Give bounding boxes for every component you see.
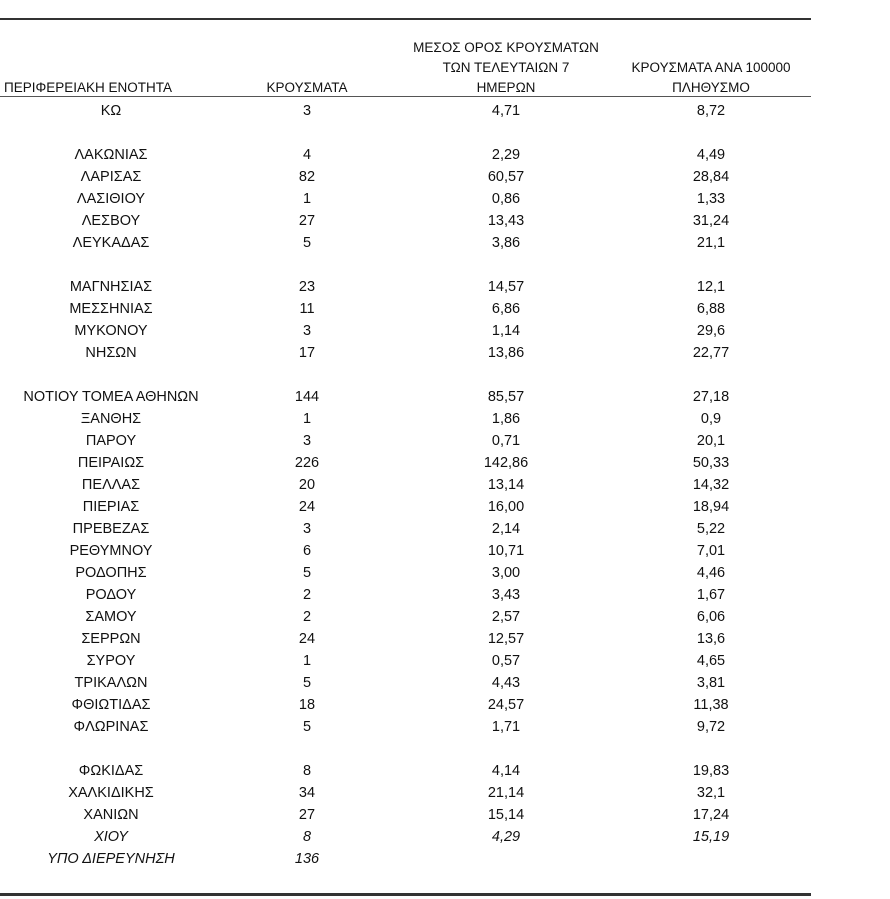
table-row (0, 145, 811, 165)
cell-region: ΛΕΣΒΟΥ (81, 213, 141, 229)
cell-cases: 24 (298, 631, 316, 647)
cell-region: ΡΟΔΟΥ (85, 587, 137, 603)
cell-region: ΜΑΓΝΗΣΙΑΣ (69, 279, 153, 295)
cell-region: ΦΩΚΙΔΑΣ (78, 763, 144, 779)
header-per-line-1: ΚΡΟΥΣΜΑΤΑ ΑΝΑ 100000 (631, 60, 791, 75)
header-rule (0, 96, 811, 97)
cell-region: ΛΕΥΚΑΔΑΣ (72, 235, 150, 251)
header-cases: ΚΡΟΥΣΜΑΤΑ (266, 80, 348, 95)
cell-region: ΧΑΛΚΙΔΙΚΗΣ (68, 785, 154, 801)
cell-cases: 11 (299, 301, 315, 317)
cell-avg-7-days: 1,14 (491, 323, 521, 339)
cell-region: ΜΕΣΣΗΝΙΑΣ (69, 301, 153, 317)
table-row (0, 101, 811, 121)
cell-per-100k: 13,6 (696, 631, 726, 647)
table-row (0, 233, 811, 253)
cell-region: ΡΟΔΟΠΗΣ (75, 565, 147, 581)
table-row (0, 299, 811, 319)
cell-region: ΞΑΝΘΗΣ (80, 411, 142, 427)
table-row (0, 695, 811, 715)
cell-per-100k: 18,94 (692, 499, 730, 515)
header-per-line-2: ΠΛΗΘΥΣΜΟ (672, 80, 750, 95)
cell-per-100k: 28,84 (692, 169, 730, 185)
cell-per-100k: 21,1 (696, 235, 726, 251)
cell-avg-7-days: 0,86 (491, 191, 521, 207)
cell-cases: 3 (302, 521, 312, 537)
table-row (0, 167, 811, 187)
cell-per-100k: 8,72 (696, 103, 726, 119)
cell-per-100k: 19,83 (692, 763, 730, 779)
cell-avg-7-days: 10,71 (487, 543, 525, 559)
cell-cases: 2 (302, 587, 312, 603)
cell-cases: 17 (298, 345, 316, 361)
cell-cases: 1 (302, 653, 312, 669)
table-row (0, 277, 811, 297)
cell-region: ΠΙΕΡΙΑΣ (82, 499, 140, 515)
table-row (0, 673, 811, 693)
cell-cases: 144 (294, 389, 320, 405)
table-top-rule (0, 18, 811, 20)
cell-avg-7-days: 85,57 (487, 389, 525, 405)
cell-region: ΥΠΟ ΔΙΕΡΕΥΝΗΣΗ (47, 851, 175, 867)
cell-avg-7-days: 12,57 (487, 631, 525, 647)
cell-per-100k: 11,38 (693, 697, 729, 713)
table-row (0, 431, 811, 451)
cell-region: ΚΩ (100, 103, 122, 119)
table-row (0, 805, 811, 825)
cell-avg-7-days: 14,57 (487, 279, 525, 295)
cell-cases: 3 (302, 103, 312, 119)
cell-per-100k: 12,1 (696, 279, 726, 295)
header-avg-line-1: ΜΕΣΟΣ ΟΡΟΣ ΚΡΟΥΣΜΑΤΩΝ (413, 40, 599, 55)
cell-region: ΤΡΙΚΑΛΩΝ (74, 675, 148, 691)
cell-per-100k: 3,81 (696, 675, 726, 691)
cell-avg-7-days: 2,57 (491, 609, 521, 625)
table-row (0, 629, 811, 649)
cell-avg-7-days: 3,86 (491, 235, 521, 251)
table-row (0, 321, 811, 341)
cell-cases: 82 (298, 169, 316, 185)
cell-per-100k: 1,33 (696, 191, 726, 207)
cell-region: ΠΕΛΛΑΣ (81, 477, 141, 493)
cell-per-100k: 4,65 (696, 653, 726, 669)
cell-region: ΣΑΜΟΥ (85, 609, 137, 625)
cell-cases: 5 (302, 719, 312, 735)
cell-region: ΡΕΘΥΜΝΟΥ (69, 543, 153, 559)
cell-region: ΝΟΤΙΟΥ ΤΟΜΕΑ ΑΘΗΝΩΝ (23, 389, 199, 405)
table-row (0, 409, 811, 429)
table-row (0, 519, 811, 539)
cell-avg-7-days: 3,00 (491, 565, 521, 581)
cell-per-100k: 17,24 (692, 807, 730, 823)
cell-cases: 5 (302, 565, 312, 581)
cell-avg-7-days: 4,29 (491, 829, 521, 845)
cell-avg-7-days: 13,14 (487, 477, 525, 493)
table-row (0, 453, 811, 473)
cell-cases: 27 (298, 213, 316, 229)
cell-per-100k: 1,67 (696, 587, 726, 603)
cell-region: ΦΘΙΩΤΙΔΑΣ (71, 697, 151, 713)
header-avg-line-3: ΗΜΕΡΩΝ (476, 80, 536, 95)
cell-region: ΦΛΩΡΙΝΑΣ (73, 719, 149, 735)
cell-cases: 2 (302, 609, 312, 625)
cell-per-100k: 6,06 (696, 609, 726, 625)
cell-per-100k: 4,46 (696, 565, 726, 581)
table-row (0, 651, 811, 671)
cell-cases: 24 (298, 499, 316, 515)
cell-region: ΛΑΣΙΘΙΟΥ (76, 191, 146, 207)
header-avg-line-2: ΤΩΝ ΤΕΛΕΥΤΑΙΩΝ 7 (442, 60, 570, 75)
cell-cases: 4 (302, 147, 312, 163)
cell-cases: 34 (298, 785, 316, 801)
cell-region: ΠΕΙΡΑΙΩΣ (77, 455, 145, 471)
cell-avg-7-days: 4,71 (491, 103, 521, 119)
cell-avg-7-days: 4,43 (491, 675, 521, 691)
cell-avg-7-days: 16,00 (487, 499, 525, 515)
cell-avg-7-days: 142,86 (483, 455, 529, 471)
cell-region: ΧΑΝΙΩΝ (83, 807, 139, 823)
cell-region: ΣΥΡΟΥ (86, 653, 136, 669)
cell-per-100k: 15,19 (692, 829, 730, 845)
cell-per-100k: 32,1 (696, 785, 726, 801)
cell-avg-7-days: 13,86 (487, 345, 525, 361)
cell-region: ΠΡΕΒΕΖΑΣ (72, 521, 150, 537)
table-row (0, 761, 811, 781)
cell-region: ΝΗΣΩΝ (85, 345, 137, 361)
table-row (0, 211, 811, 231)
table-row (0, 541, 811, 561)
cell-cases: 226 (294, 455, 320, 471)
cell-per-100k: 7,01 (696, 543, 726, 559)
cell-per-100k: 50,33 (692, 455, 730, 471)
table-row (0, 849, 811, 869)
cell-cases: 136 (294, 851, 320, 867)
cell-avg-7-days: 4,14 (491, 763, 521, 779)
cell-cases: 18 (298, 697, 316, 713)
cell-cases: 3 (302, 433, 312, 449)
cell-cases: 5 (302, 675, 312, 691)
cell-per-100k: 27,18 (692, 389, 730, 405)
table-row (0, 607, 811, 627)
cell-cases: 6 (302, 543, 312, 559)
cell-avg-7-days: 2,29 (491, 147, 521, 163)
cell-per-100k: 9,72 (696, 719, 726, 735)
cell-avg-7-days: 60,57 (487, 169, 525, 185)
table-row (0, 717, 811, 737)
table-bottom-rule (0, 893, 811, 896)
cell-avg-7-days: 0,57 (491, 653, 521, 669)
cell-cases: 8 (302, 829, 312, 845)
cell-per-100k: 4,49 (696, 147, 726, 163)
table-row (0, 387, 811, 407)
cell-avg-7-days: 13,43 (487, 213, 525, 229)
cell-region: ΠΑΡΟΥ (85, 433, 137, 449)
cell-avg-7-days: 1,86 (491, 411, 521, 427)
table-row (0, 343, 811, 363)
cell-region: ΜΥΚΟΝΟΥ (74, 323, 148, 339)
cell-cases: 27 (298, 807, 316, 823)
header-avg-7-days (398, 38, 614, 98)
cell-cases: 20 (298, 477, 316, 493)
cell-cases: 1 (302, 411, 312, 427)
cell-cases: 3 (302, 323, 312, 339)
cell-region: ΧΙΟΥ (94, 829, 128, 845)
table-row (0, 827, 811, 847)
table-row (0, 497, 811, 517)
cell-avg-7-days: 3,43 (491, 587, 521, 603)
cell-avg-7-days: 24,57 (487, 697, 525, 713)
cell-region: ΛΑΡΙΣΑΣ (80, 169, 142, 185)
cell-per-100k: 14,32 (692, 477, 730, 493)
table-row (0, 783, 811, 803)
cell-cases: 8 (302, 763, 312, 779)
cell-region: ΛΑΚΩΝΙΑΣ (74, 147, 148, 163)
cell-region: ΣΕΡΡΩΝ (81, 631, 141, 647)
cell-per-100k: 29,6 (696, 323, 726, 339)
table-row (0, 585, 811, 605)
table-row (0, 189, 811, 209)
cell-avg-7-days: 1,71 (491, 719, 521, 735)
cell-avg-7-days: 6,86 (491, 301, 521, 317)
cell-avg-7-days: 2,14 (491, 521, 521, 537)
cell-avg-7-days: 0,71 (491, 433, 521, 449)
header-per-100k (604, 58, 818, 98)
cell-per-100k: 5,22 (696, 521, 726, 537)
cell-cases: 23 (298, 279, 316, 295)
cell-per-100k: 22,77 (692, 345, 730, 361)
cell-per-100k: 0,9 (700, 411, 722, 427)
header-region: ΠΕΡΙΦΕΡΕΙΑΚΗ ΕΝΟΤΗΤΑ (4, 80, 173, 95)
cell-avg-7-days: 15,14 (487, 807, 525, 823)
cell-per-100k: 20,1 (696, 433, 726, 449)
cell-cases: 5 (302, 235, 312, 251)
cell-per-100k: 31,24 (692, 213, 730, 229)
cell-avg-7-days: 21,14 (487, 785, 525, 801)
table-row (0, 475, 811, 495)
table-row (0, 563, 811, 583)
cell-cases: 1 (302, 191, 312, 207)
cell-per-100k: 6,88 (696, 301, 726, 317)
